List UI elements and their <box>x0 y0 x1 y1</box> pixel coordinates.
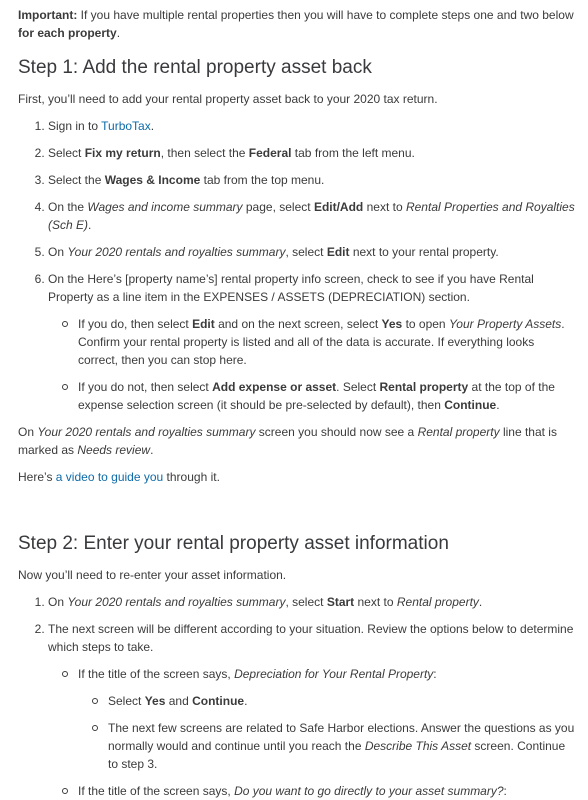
step1-lead: First, you’ll need to add your rental property asset back to your 2020 tax return. <box>18 92 438 106</box>
important-note: Important: If you have multiple rental properties then you will have to complete steps one and two below for each property. <box>18 8 574 40</box>
select-yes-continue: Select Yes and Continue. <box>92 692 576 710</box>
step2-lead: Now you’ll need to re-enter your asset information. <box>18 568 287 582</box>
step2-item-1: 1. On Your 2020 rentals and royalties summary, select Start next to Rental property. <box>48 593 576 611</box>
step1-item-3: 3. Select the Wages & Income tab from the top menu. <box>48 171 576 189</box>
step1-list <box>18 117 576 414</box>
section-spacer <box>18 495 576 532</box>
step1-item-2: 2. Select Fix my return, then select the Federal tab from the left menu. <box>48 144 576 162</box>
step2-list <box>18 593 576 800</box>
step2-heading: Step 2: Enter your rental property asset information <box>18 533 449 554</box>
step1-summary-note: On Your 2020 rentals and royalties summary screen you should now see a Rental property line that is marked as Needs review. <box>18 425 557 457</box>
important-label: Important: <box>18 8 78 22</box>
step1-item-5: 5. On Your 2020 rentals and royalties summary, select Edit next to your rental property. <box>48 243 576 261</box>
step1-item-1: 1. Sign in to TurboTax. <box>48 117 576 135</box>
step1-item-6-options <box>48 315 576 414</box>
option-if-you-do: If you do, then select Edit and on the next screen, select Yes to open Your Property Assets. Confirm your rental property is listed and all of the data is accurate. If everything looks correct, then you can stop here. <box>62 315 576 369</box>
step1-item-4: 4. On the Wages and income summary page, select Edit/Add next to Rental Properties and Royalties (Sch E). <box>48 198 576 234</box>
step1-item-6: 6. On the Here’s [property name’s] rental property info screen, check to see if you have Rental Property as a line item in the EXPENSES / ASSETS (DEPRECIATION) section. If you do, then select Edit and on the next screen, select Yes to open Your Property Assets. Confirm your rental property is listed and all of the data is accurate. If everything looks correct, then you can stop here. If you do not, then select Add expense or asset. Select Rental property at the top of the expense selection screen (it should be pre-selected by default), then Continue. <box>48 270 576 414</box>
video-note: Here’s a video to guide you through it. <box>18 470 220 484</box>
video-link[interactable]: a video to guide you <box>55 470 164 484</box>
option-asset-summary-screen: If the title of the screen says, Do you want to go directly to your asset summary?: <box>62 782 576 800</box>
depreciation-screen-steps <box>78 692 576 773</box>
option-if-you-do-not: If you do not, then select Add expense or asset. Select Rental property at the top of the expense selection screen (it should be pre-selected by default), then Continue. <box>62 378 576 414</box>
step2-item-2: 2. The next screen will be different according to your situation. Review the options below to determine which steps to take. If the title of the screen says, Depreciation for Your Rental Property: Select Yes and Continue. The next few screens are related to Safe Harbor elections. Answer the questions as you normally would and continue until you reach the Describe This Asset screen. Continue to step 3. If the title of the screen says, Do you want to go directly to your asset summary?: <box>48 620 576 800</box>
turbotax-link[interactable]: TurboTax <box>101 119 151 133</box>
option-depreciation-screen: If the title of the screen says, Depreciation for Your Rental Property: Select Yes and Continue. The next few screens are related to Safe Harbor elections. Answer the questions as you normally would and continue until you reach the Describe This Asset screen. Continue to step 3. <box>62 665 576 773</box>
safe-harbor-note: The next few screens are related to Safe Harbor elections. Answer the questions as you normally would and continue until you reach the Describe This Asset screen. Continue to step 3. <box>92 719 576 773</box>
step1-heading: Step 1: Add the rental property asset back <box>18 57 372 78</box>
step2-item-2-options <box>48 665 576 800</box>
